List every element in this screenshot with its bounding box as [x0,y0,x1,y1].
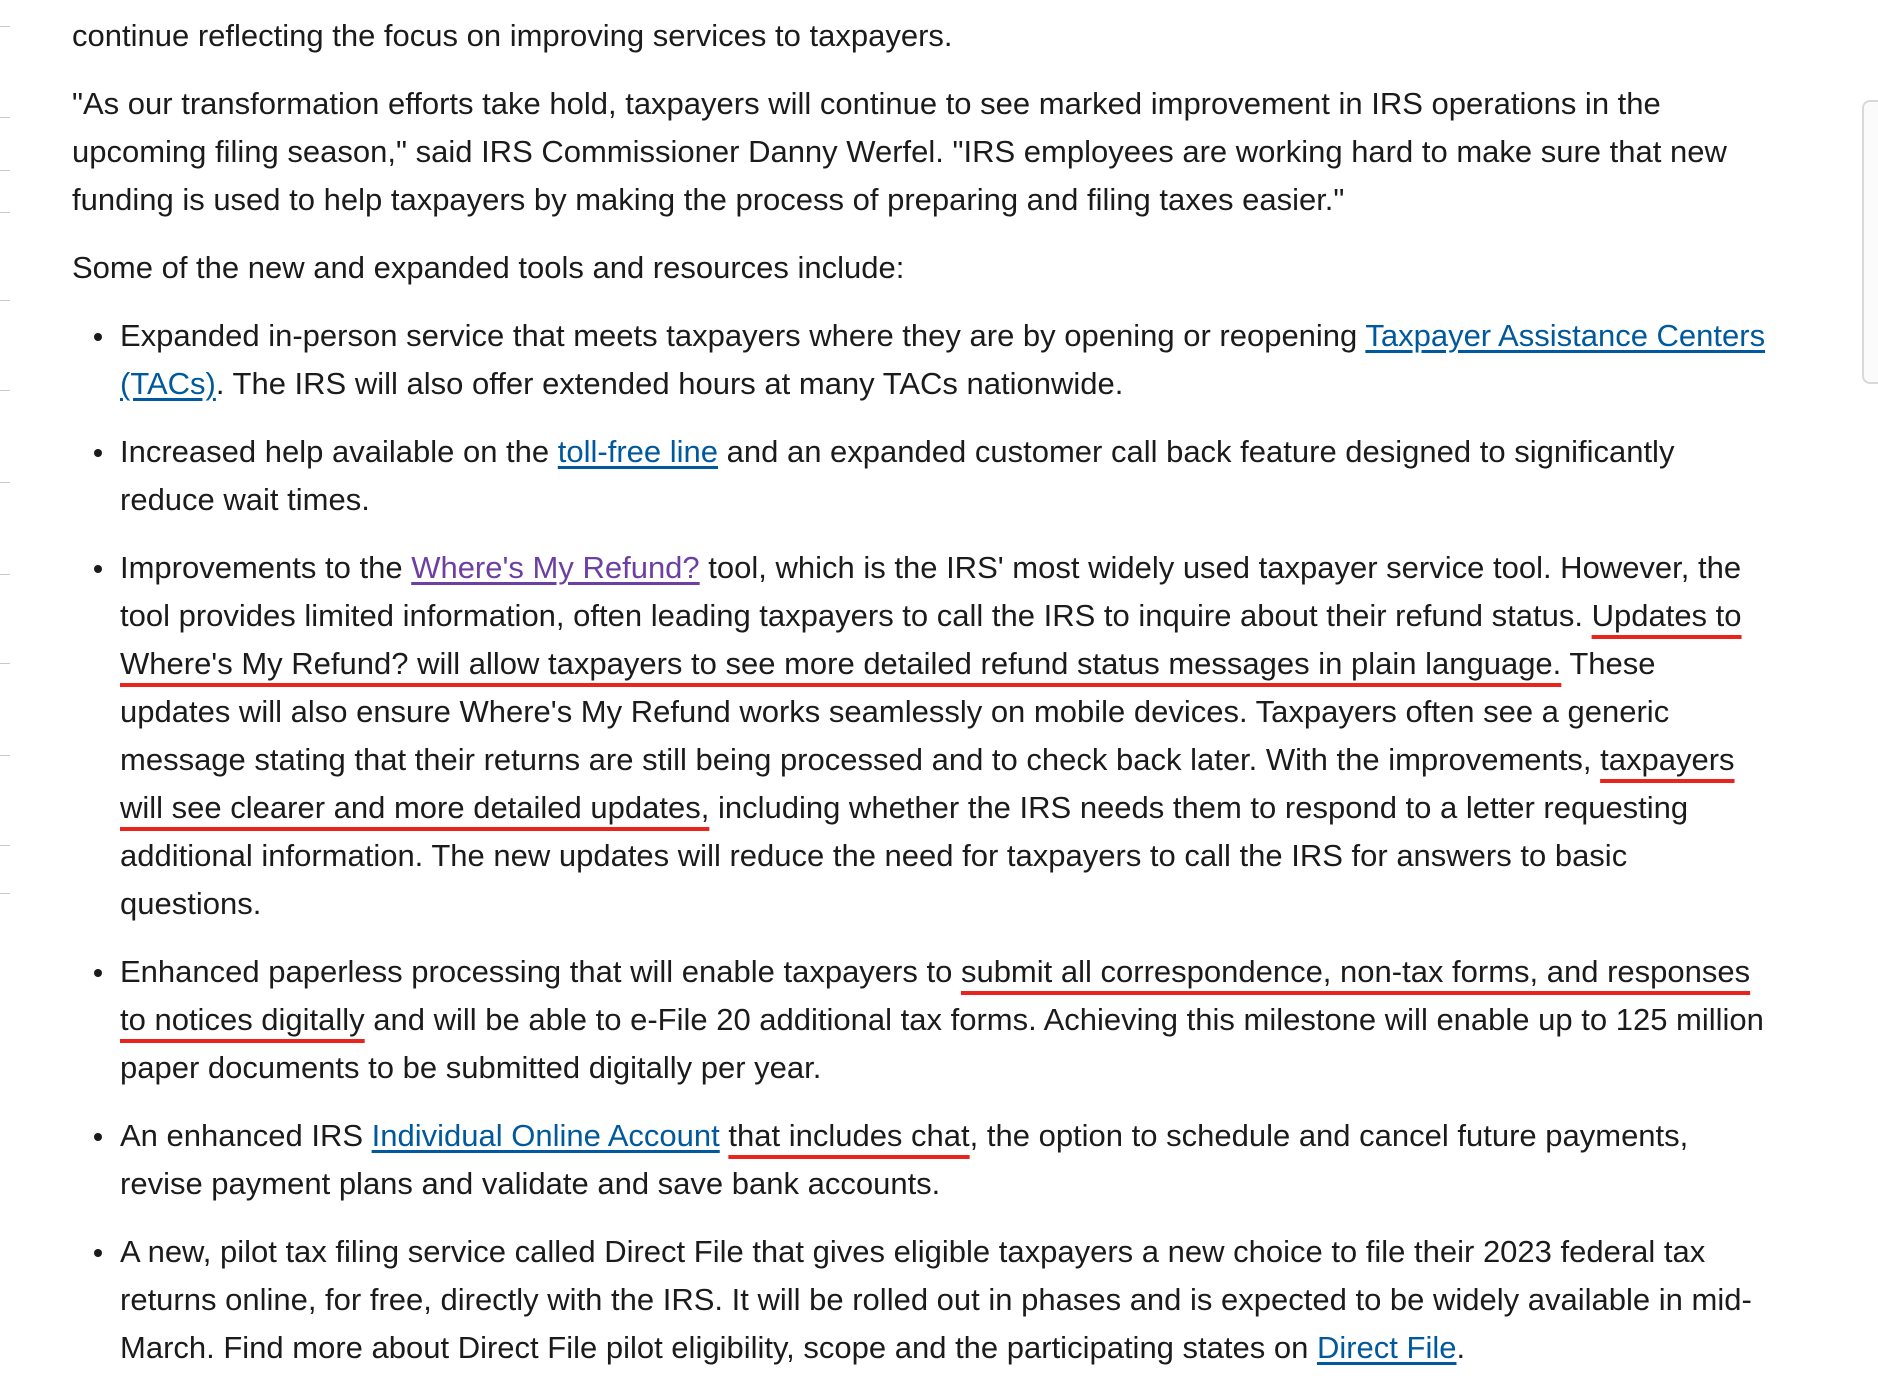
scrollbar[interactable] [1862,100,1878,384]
toll-free-line-link[interactable]: toll-free line [557,434,719,469]
list-item-wheres-my-refund: Improvements to the Where's My Refund? tool, which is the IRS' most widely used taxpayer service tool. However, the tool provides limited information, often leading taxpayers to call the IRS to inquire about their refund status. Updates to Where's My Refund? will allow taxpayers to see more detailed refund status messages in plain language. These updates will also ensure Where's My Refund works seamlessly on mobile devices. Taxpayers often see a generic message stating that their returns are still being processed and to check back later. With the improvements, taxpayers will see clearer and more detailed updates, including whether the IRS needs them to respond to a letter requesting additional information. The new updates will reduce the need for taxpayers to call the IRS for answers to basic questions. [120,544,1772,928]
article-body [72,0,1772,1392]
highlight-annotation: submit all correspondence, non-tax forms, and responses to notices digitally [120,954,1751,1037]
highlight-annotation: taxpayers will see clearer and more detailed updates, [120,742,1735,825]
list-item-toll-free: Increased help available on the toll-free line and an expanded customer call back feature designed to significantly reduce wait times. [120,428,1772,524]
list-item-online-account: An enhanced IRS Individual Online Account that includes chat, the option to schedule and cancel future payments, revise payment plans and validate and save bank accounts. [120,1112,1772,1208]
direct-file-link[interactable]: Direct File [1316,1330,1457,1365]
highlight-annotation: that includes chat [728,1118,970,1153]
top-line-text: continue reflecting the focus on improving services to taxpayers. [72,18,953,53]
left-gutter-ticks [0,0,12,1370]
list-item-paperless: Enhanced paperless processing that will enable taxpayers to submit all correspondence, non-tax forms, and responses to notices digitally and will be able to e-File 20 additional tax forms. Achieving this milestone will enable up to 125 million paper documents to be submitted digitally per year. [120,948,1772,1092]
commissioner-quote: "As our transformation efforts take hold, taxpayers will continue to see marked improvement in IRS operations in the upcoming filing season," said IRS Commissioner Danny Werfel. "IRS employees are working hard to make sure that new funding is used to help taxpayers by making the process of preparing and filing taxes easier." [72,86,1727,217]
wheres-my-refund-link[interactable]: Where's My Refund? [411,550,700,585]
individual-online-account-link[interactable]: Individual Online Account [371,1118,720,1153]
list-item-tacs: Expanded in-person service that meets taxpayers where they are by opening or reopening Taxpayer Assistance Centers (TACs). The IRS will also offer extended hours at many TACs nationwide. [120,312,1772,408]
list-item-direct-file: A new, pilot tax filing service called Direct File that gives eligible taxpayers a new choice to file their 2023 federal tax returns online, for free, directly with the IRS. It will be rolled out in phases and is expected to be widely available in mid-March. Find more about Direct File pilot eligibility, scope and the participating states on Direct File. [120,1228,1772,1372]
tools-intro: Some of the new and expanded tools and resources include: [72,250,905,285]
tools-list [72,312,1772,1372]
highlight-annotation: Updates to Where's My Refund? will allow taxpayers to see more detailed refund status messages in plain language. [120,598,1742,681]
taxpayer-assistance-centers-link[interactable]: Taxpayer Assistance Centers (TACs) [120,318,1766,401]
